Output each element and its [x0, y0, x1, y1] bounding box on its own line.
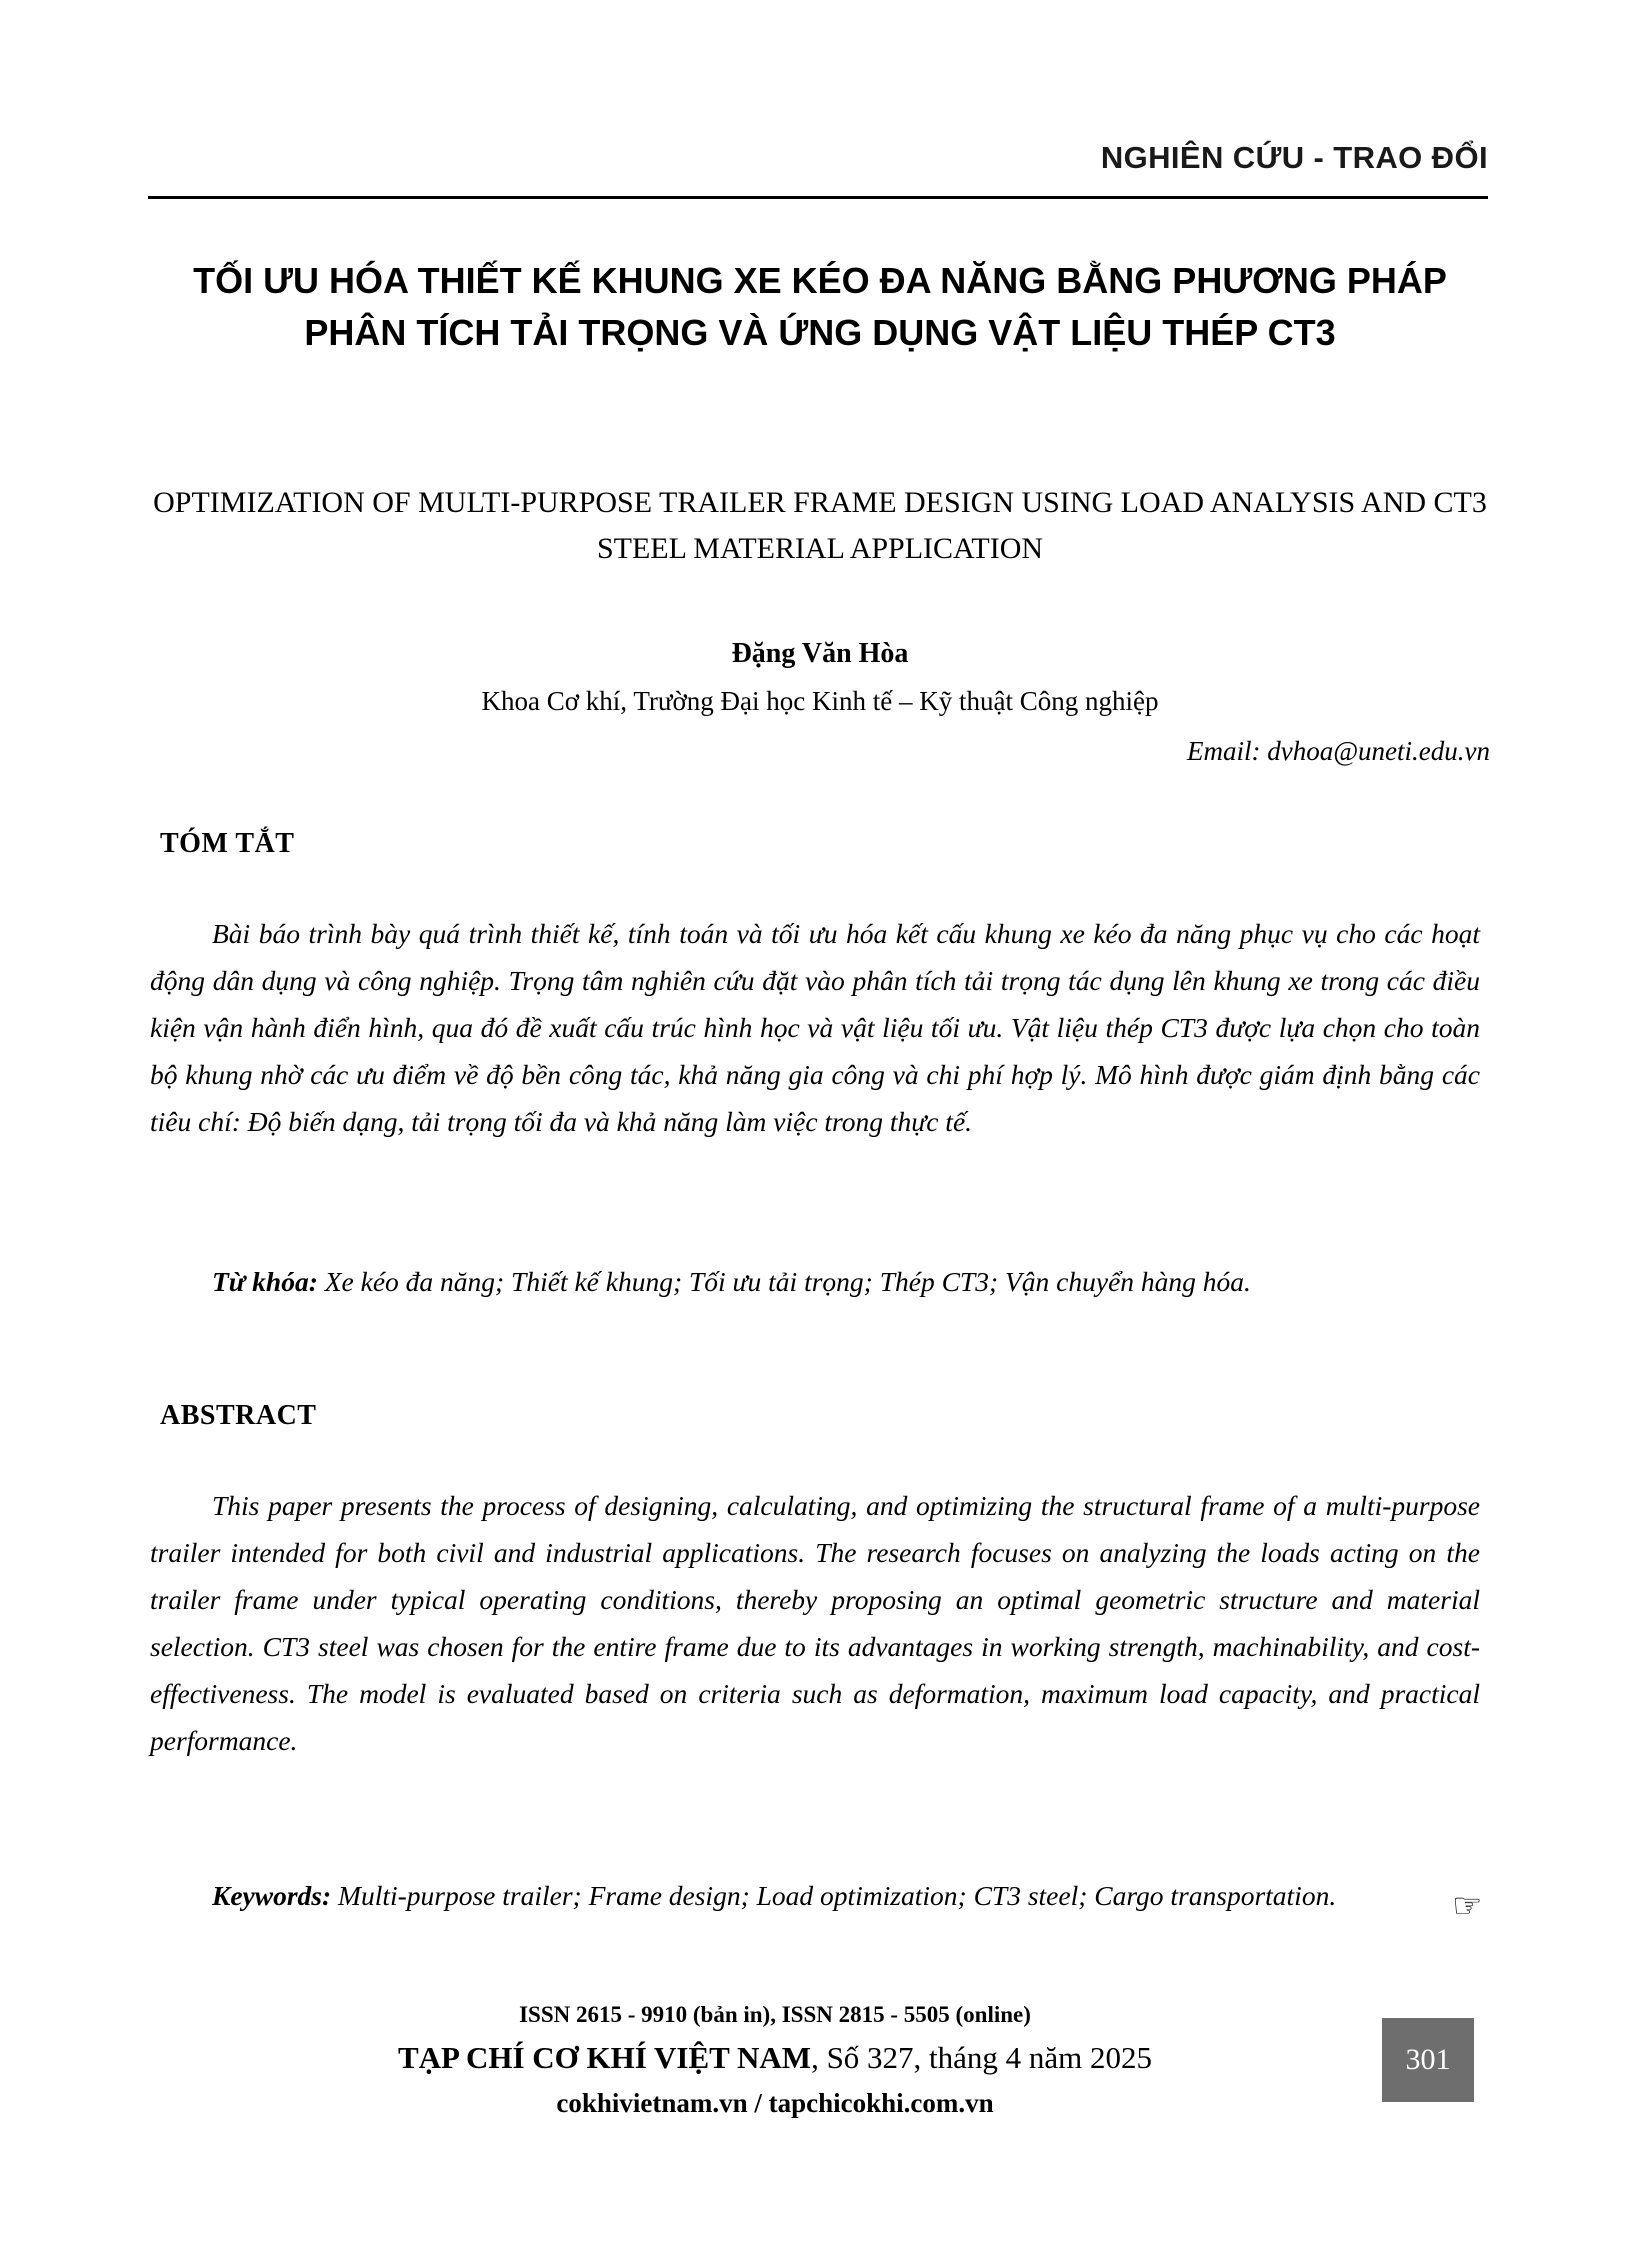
header-divider — [148, 196, 1488, 199]
footer-journal-issue: , Số 327, tháng 4 năm 2025 — [811, 2040, 1153, 2075]
footer-website: cokhivietnam.vn / tapchicokhi.com.vn — [556, 2088, 994, 2118]
keywords-vietnamese-label: Từ khóa: — [212, 1266, 318, 1297]
author-name: Đặng Văn Hòa — [731, 638, 909, 669]
section-heading-tomtat: TÓM TẮT — [160, 828, 295, 859]
page-title-vietnamese: TỐI ƯU HÓA THIẾT KẾ KHUNG XE KÉO ĐA NĂNG BẰNG PHƯƠNG PHÁP PHÂN TÍCH TẢI TRỌNG VÀ ỨNG DỤNG VẬT LIỆU THÉP CT3 — [193, 260, 1447, 353]
author-affiliation: Khoa Cơ khí, Trường Đại học Kinh tế – Kỹ thuật Công nghiệp — [481, 686, 1159, 716]
running-head: NGHIÊN CỨU - TRAO ĐỔI — [1100, 140, 1488, 175]
author-email: Email: dvhoa@uneti.edu.vn — [1186, 736, 1490, 766]
keywords-english-label: Keywords: — [212, 1880, 332, 1911]
keywords-english — [150, 1872, 1480, 1919]
abstract-english-text: This paper presents the process of designing, calculating, and optimizing the structural frame of a multi-purpose trailer intended for both civil and industrial applications. The research focuses on analyzing the loads acting on the trailer frame under typical operating conditions, thereby proposing an optimal geometric structure and material selection. CT3 steel was chosen for the entire frame due to its advantages in working strength, machinability, and cost-effectiveness. The model is evaluated based on criteria such as deformation, maximum load capacity, and practical performance. — [150, 1490, 1480, 1756]
section-heading-abstract: ABSTRACT — [160, 1400, 317, 1431]
pointing-hand-icon: ☞ — [1452, 1886, 1483, 1926]
footer-journal-name: TẠP CHÍ CƠ KHÍ VIỆT NAM — [397, 2040, 812, 2075]
page-title-english: OPTIMIZATION OF MULTI-PURPOSE TRAILER FRAME DESIGN USING LOAD ANALYSIS AND CT3 STEEL MATERIAL APPLICATION — [153, 486, 1487, 565]
abstract-vietnamese-text: Bài báo trình bày quá trình thiết kế, tính toán và tối ưu hóa kết cấu khung xe kéo đa năng phục vụ cho các hoạt động dân dụng và công nghiệp. Trọng tâm nghiên cứu đặt vào phân tích tải trọng tác dụng lên khung xe trong các điều kiện vận hành điển hình, qua đó đề xuất cấu trúc hình học và vật liệu tối ưu. Vật liệu thép CT3 được lựa chọn cho toàn bộ khung nhờ các ưu điểm về độ bền công tác, khả năng gia công và chi phí hợp lý. Mô hình được giám định bằng các tiêu chí: Độ biến dạng, tải trọng tối đa và khả năng làm việc trong thực tế. — [150, 918, 1480, 1137]
keywords-vietnamese — [150, 1258, 1480, 1305]
keywords-english-text: Multi-purpose trailer; Frame design; Load optimization; CT3 steel; Cargo transportation. — [338, 1880, 1337, 1911]
footer-issn: ISSN 2615 - 9910 (bản in), ISSN 2815 - 5505 (online) — [519, 2002, 1031, 2027]
keywords-vietnamese-text: Xe kéo đa năng; Thiết kế khung; Tối ưu tải trọng; Thép CT3; Vận chuyển hàng hóa. — [324, 1266, 1251, 1297]
footer — [150, 1998, 1400, 2124]
page-number: 301 — [1382, 2018, 1474, 2102]
footer-journal — [150, 2034, 1400, 2082]
